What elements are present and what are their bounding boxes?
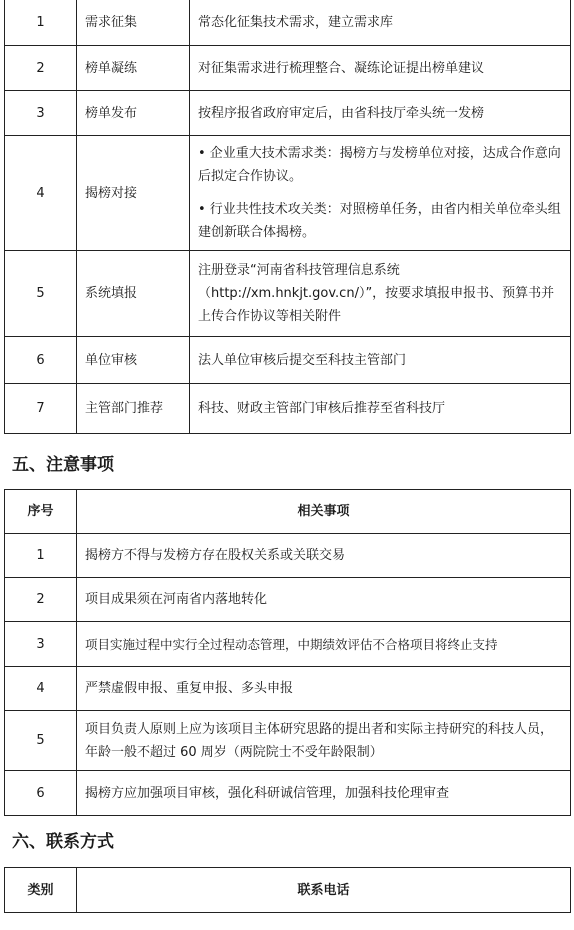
row-number: 2 xyxy=(5,578,77,622)
process-table xyxy=(4,0,571,434)
step-name: 揭榜对接 xyxy=(77,136,190,251)
row-number: 6 xyxy=(5,771,77,816)
row-number: 6 xyxy=(5,337,77,384)
row-number: 4 xyxy=(5,136,77,251)
row-number: 7 xyxy=(5,384,77,434)
step-description: 按程序报省政府审定后，由省科技厅牵头统一发榜 xyxy=(190,91,571,136)
step-description: 对征集需求进行梳理整合、凝练论证提出榜单建议 xyxy=(190,46,571,91)
note-text: 项目负责人原则上应为该项目主体研究思路的提出者和实际主持研究的科技人员，年龄一般不超过 60 周岁（两院院士不受年龄限制） xyxy=(77,711,571,771)
table-header-row xyxy=(5,868,571,913)
bullet-industry-common-tech: • 行业共性技术攻关类：对照榜单任务，由省内相关单位牵头组建创新联合体揭榜。 xyxy=(198,202,561,240)
contact-table xyxy=(4,867,571,913)
note-text: 项目实施过程中实行全过程动态管理，中期绩效评估不合格项目将终止支持 xyxy=(77,622,571,667)
step-description: 常态化征集技术需求，建立需求库 xyxy=(190,0,571,46)
note-text: 严禁虚假申报、重复申报、多头申报 xyxy=(77,667,571,711)
section-heading-contact: 六、联系方式 xyxy=(12,832,114,852)
note-text: 项目成果须在河南省内落地转化 xyxy=(77,578,571,622)
row-number: 5 xyxy=(5,251,77,337)
notes-table xyxy=(4,489,571,816)
table-row xyxy=(5,667,571,711)
step-description xyxy=(190,136,571,251)
row-number: 3 xyxy=(5,91,77,136)
section-heading-notes: 五、注意事项 xyxy=(12,455,114,475)
step-name: 主管部门推荐 xyxy=(77,384,190,434)
table-row xyxy=(5,711,571,771)
table-row xyxy=(5,46,571,91)
table-row xyxy=(5,578,571,622)
table-row xyxy=(5,384,571,434)
step-name: 榜单凝练 xyxy=(77,46,190,91)
column-header-phone: 联系电话 xyxy=(77,868,571,913)
row-number: 5 xyxy=(5,711,77,771)
step-name: 单位审核 xyxy=(77,337,190,384)
row-number: 1 xyxy=(5,534,77,578)
table-row xyxy=(5,534,571,578)
step-description: 科技、财政主管部门审核后推荐至省科技厅 xyxy=(190,384,571,434)
step-name: 需求征集 xyxy=(77,0,190,46)
bullet-enterprise-demand: • 企业重大技术需求类：揭榜方与发榜单位对接，达成合作意向后拟定合作协议。 xyxy=(198,146,561,184)
row-number: 1 xyxy=(5,0,77,46)
table-row xyxy=(5,136,571,251)
table-header-row xyxy=(5,490,571,534)
note-text: 揭榜方不得与发榜方存在股权关系或关联交易 xyxy=(77,534,571,578)
row-number: 2 xyxy=(5,46,77,91)
table-row xyxy=(5,771,571,816)
table-row xyxy=(5,622,571,667)
step-name: 系统填报 xyxy=(77,251,190,337)
note-text: 揭榜方应加强项目审核，强化科研诚信管理，加强科技伦理审查 xyxy=(77,771,571,816)
step-description: 注册登录“河南省科技管理信息系统（http://xm.hnkjt.gov.cn/）”，按要求填报申报书、预算书并上传合作协议等相关附件 xyxy=(190,251,571,337)
column-header-item: 相关事项 xyxy=(77,490,571,534)
column-header-number: 序号 xyxy=(5,490,77,534)
table-row xyxy=(5,0,571,46)
row-number: 3 xyxy=(5,622,77,667)
step-description: 法人单位审核后提交至科技主管部门 xyxy=(190,337,571,384)
step-name: 榜单发布 xyxy=(77,91,190,136)
row-number: 4 xyxy=(5,667,77,711)
table-row xyxy=(5,91,571,136)
column-header-category: 类别 xyxy=(5,868,77,913)
table-row xyxy=(5,251,571,337)
table-row xyxy=(5,337,571,384)
